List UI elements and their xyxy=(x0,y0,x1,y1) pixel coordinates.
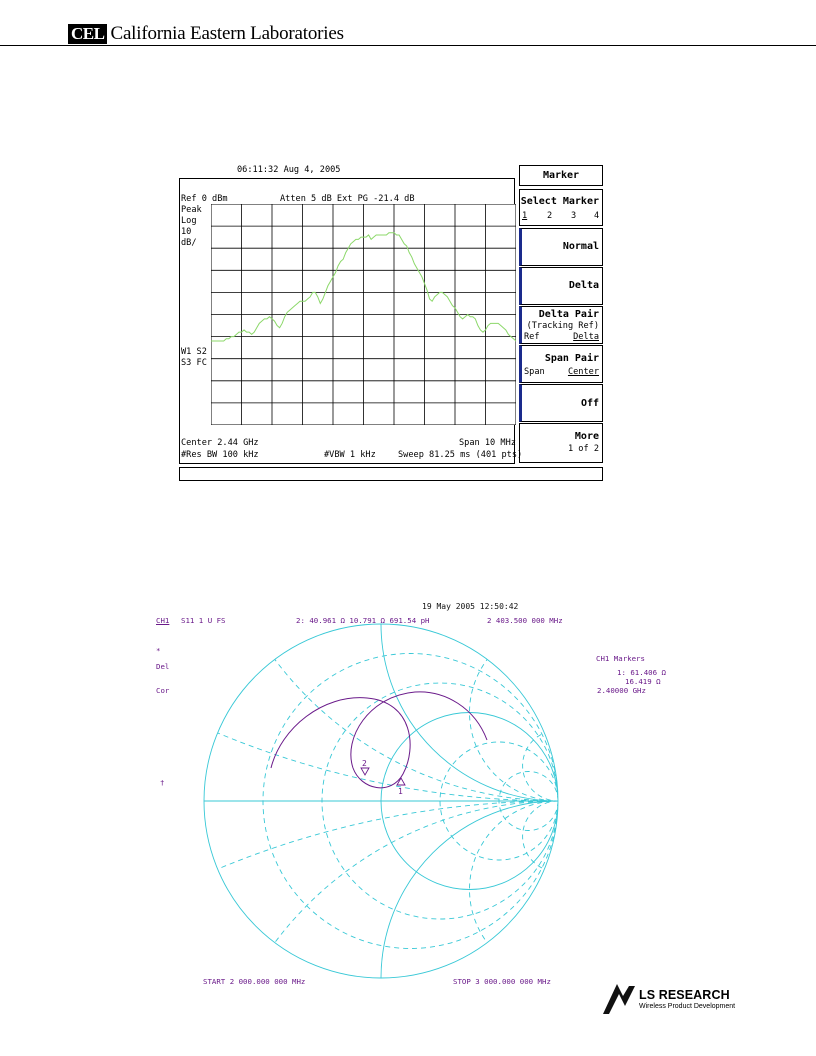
smith-side-del: Del xyxy=(156,662,170,671)
smith-start-freq: START 2 000.000 000 MHz xyxy=(203,977,306,986)
delta-pair-softkey[interactable] xyxy=(519,306,603,344)
smith-datetime: 19 May 2005 12:50:42 xyxy=(422,602,519,611)
normal-label: Normal xyxy=(562,241,599,252)
smith-marker-label: 2 xyxy=(362,759,367,768)
sa-vbw: #VBW 1 kHz xyxy=(324,450,376,460)
delta-pair-sub: (Tracking Ref) xyxy=(526,321,599,331)
smith-reactance-arc xyxy=(470,801,647,978)
delta-pair-label: Delta Pair xyxy=(538,309,599,320)
cel-logo: CEL xyxy=(68,24,107,44)
more-softkey[interactable] xyxy=(519,423,603,463)
sa-s3-label: S3 FC xyxy=(181,358,207,368)
smith-marker-label: 1 xyxy=(398,787,403,796)
sa-res-bw: #Res BW 100 kHz xyxy=(181,450,259,460)
smith-trace xyxy=(271,692,487,788)
ls-research-name: LS RESEARCH xyxy=(639,988,730,1002)
select-marker-softkey[interactable] xyxy=(519,189,603,226)
sa-scale-value: 10 xyxy=(181,227,192,237)
select-marker-label: Select Marker xyxy=(520,196,599,207)
smith-chart xyxy=(145,598,665,988)
smith-reactance-arc xyxy=(145,801,665,988)
sa-status-bar xyxy=(179,467,603,481)
sa-attenuation: Atten 5 dB Ext PG -21.4 dB xyxy=(280,194,415,204)
sa-span: Span 10 MHz xyxy=(459,438,516,448)
sa-detector: Peak xyxy=(181,205,202,215)
span-pair-softkey[interactable] xyxy=(519,345,603,383)
smith-reactance-arc xyxy=(204,598,665,801)
delta-label: Delta xyxy=(568,280,599,291)
smith-chart-screenshot xyxy=(145,598,665,988)
delta-softkey[interactable] xyxy=(519,267,603,305)
span-pair-span: Span xyxy=(524,367,545,377)
document-header xyxy=(68,22,344,46)
smith-m1-resistance: 1: 61.406 Ω xyxy=(617,668,666,677)
sa-scale-type: Log xyxy=(181,216,197,226)
smith-markers-title: CH1 Markers xyxy=(596,654,645,663)
ls-research-tagline: Wireless Product Development xyxy=(639,1003,736,1010)
smith-marker-icon xyxy=(397,778,405,785)
smith-channel: CH1 xyxy=(156,616,170,625)
sa-ref-level: Ref 0 dBm xyxy=(181,194,228,204)
marker-option-2[interactable]: 2 xyxy=(547,211,553,221)
sa-scale-unit: dB/ xyxy=(181,238,197,248)
marker-option-4[interactable]: 4 xyxy=(594,211,600,221)
span-pair-center: Center xyxy=(567,367,599,377)
sa-center-freq: Center 2.44 GHz xyxy=(181,438,259,448)
smith-m1-reactance: 16.419 Ω xyxy=(625,677,661,686)
smith-parameter: S11 1 U FS xyxy=(181,616,226,625)
more-label: More xyxy=(574,431,599,442)
smith-side-star: * xyxy=(156,646,161,655)
smith-m1-frequency: 2.40000 GHz xyxy=(597,686,646,695)
more-page: 1 of 2 xyxy=(567,444,599,454)
smith-frequency: 2 403.500 000 MHz xyxy=(487,616,563,625)
spectrum-analyzer-screenshot xyxy=(179,163,603,482)
delta-pair-ref: Ref xyxy=(524,332,540,342)
ls-research-emblem-icon xyxy=(603,984,635,1014)
marker-option-3[interactable]: 3 xyxy=(571,211,577,221)
smith-reactance-arc xyxy=(470,624,647,801)
smith-reactance-arc xyxy=(381,598,665,801)
smith-reactance-arc xyxy=(204,801,665,988)
off-label: Off xyxy=(580,398,599,409)
smith-stop-freq: STOP 3 000.000 000 MHz xyxy=(453,977,551,986)
smith-side-cross: † xyxy=(160,778,165,787)
header-rule xyxy=(0,45,816,46)
ls-research-logo xyxy=(603,984,743,1014)
span-pair-label: Span Pair xyxy=(544,353,599,364)
smith-side-cor: Cor xyxy=(156,686,170,695)
smith-marker-readout: 2: 40.961 Ω 10.791 Ω 691.54 pH xyxy=(296,616,430,625)
off-softkey[interactable] xyxy=(519,384,603,422)
sa-datetime: 06:11:32 Aug 4, 2005 xyxy=(237,165,341,175)
sa-w1-label: W1 S2 xyxy=(181,347,207,357)
spectrum-plot xyxy=(211,204,516,425)
smith-marker-icon xyxy=(361,768,369,775)
normal-softkey[interactable] xyxy=(519,228,603,266)
marker-option-1[interactable]: 1 xyxy=(522,211,528,221)
company-name: California Eastern Laboratories xyxy=(110,23,344,44)
softkey-menu-title: Marker xyxy=(519,165,603,186)
delta-pair-delta: Delta xyxy=(573,332,599,342)
sa-sweep: Sweep 81.25 ms (401 pts) xyxy=(398,450,523,460)
